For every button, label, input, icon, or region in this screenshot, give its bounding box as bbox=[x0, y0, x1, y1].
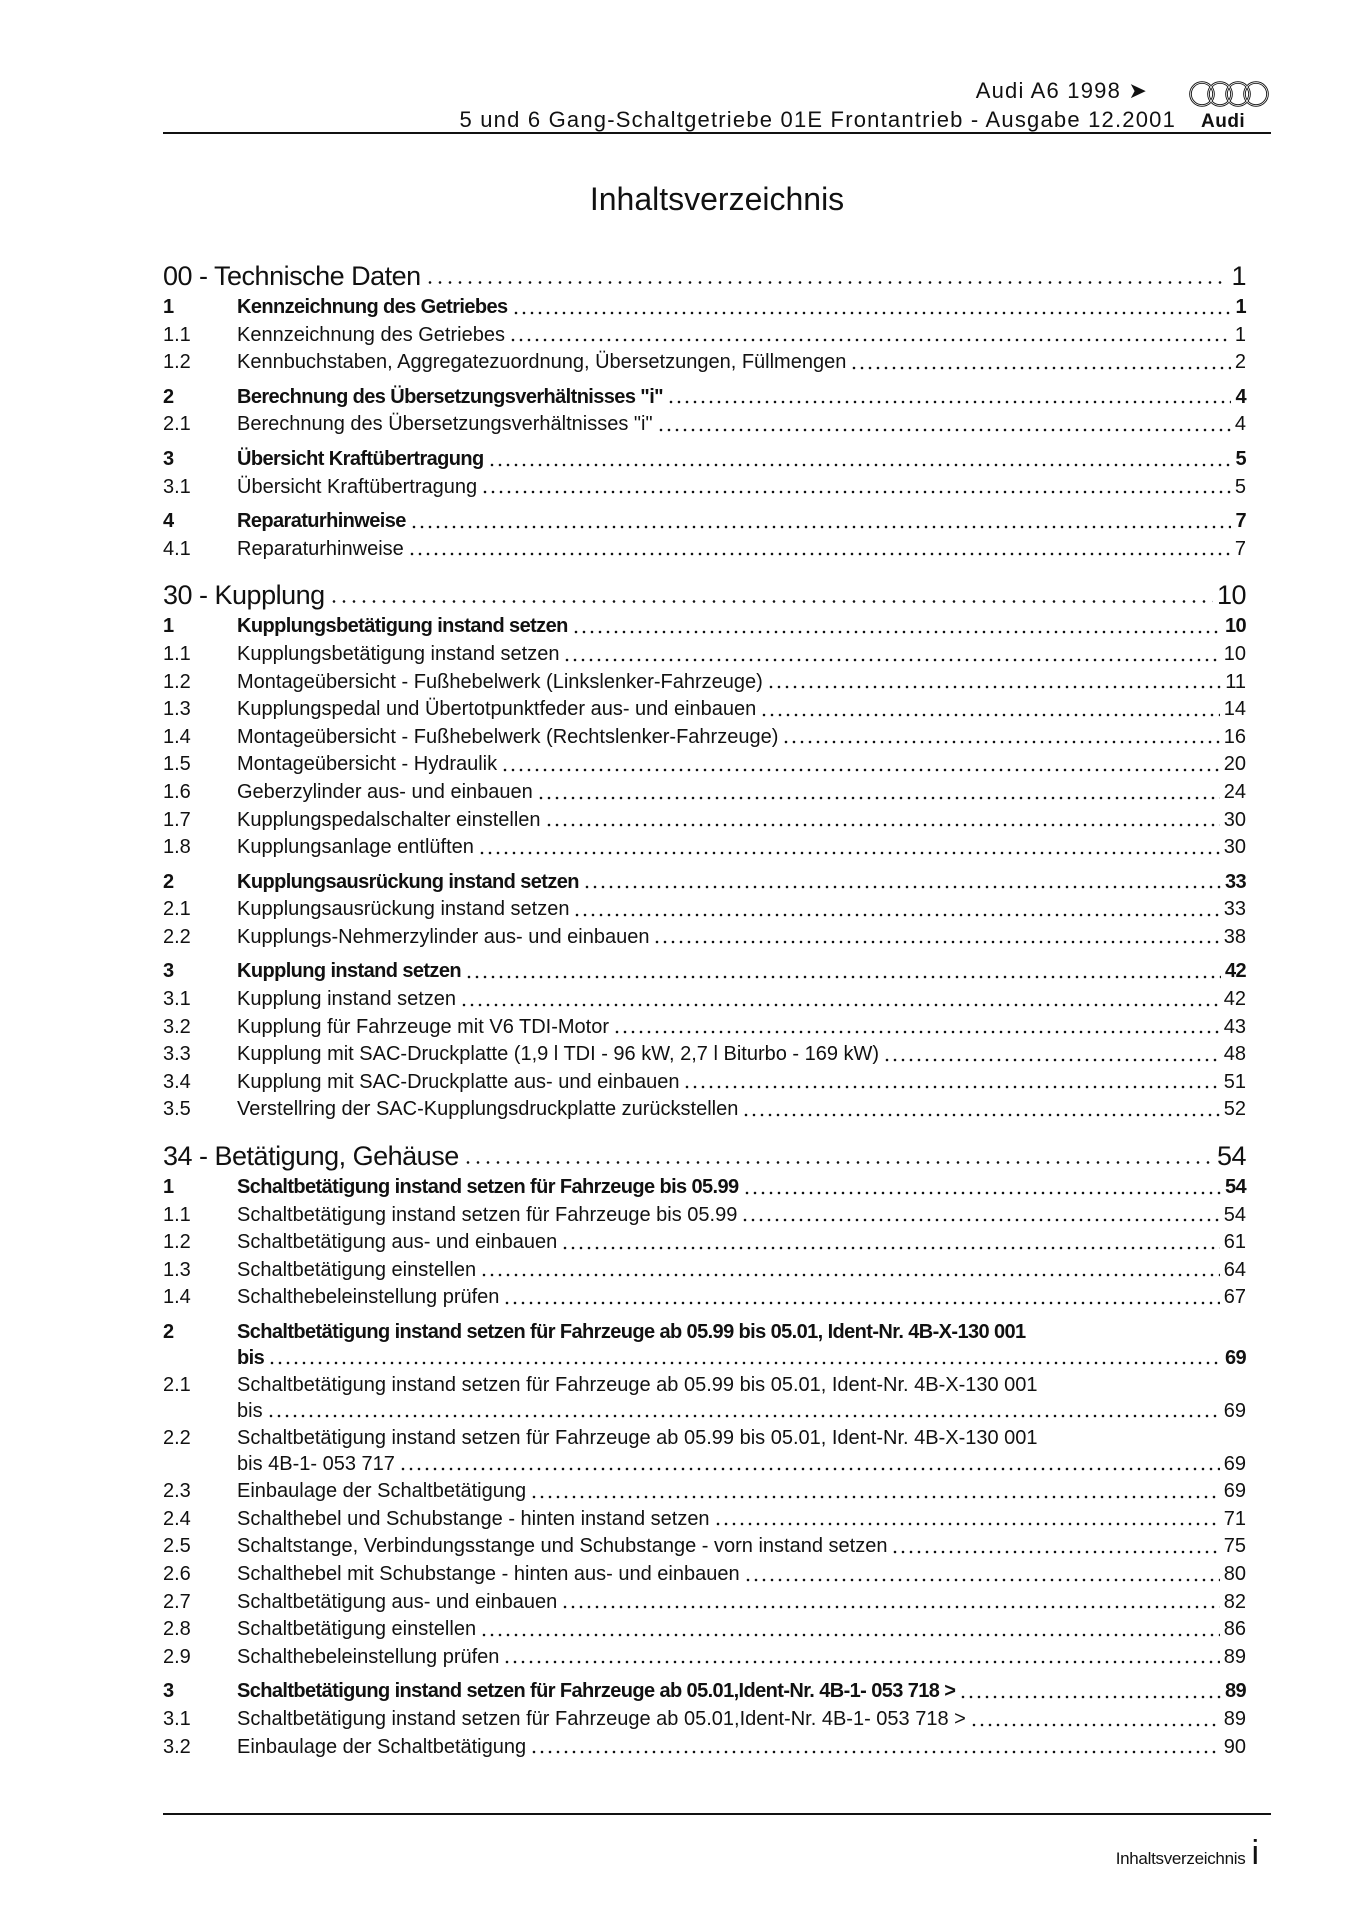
entry-page: 2 bbox=[1234, 351, 1246, 374]
entry-title: Schalthebel und Schubstange - hinten instand setzen bbox=[237, 1507, 710, 1530]
entry-page: 86 bbox=[1223, 1618, 1246, 1641]
entry-page: 4 bbox=[1235, 385, 1246, 408]
dot-leader bbox=[267, 1398, 1220, 1426]
toc-entry[interactable] bbox=[163, 779, 1246, 807]
toc-entry[interactable] bbox=[163, 1506, 1246, 1534]
dot-leader bbox=[970, 1706, 1220, 1734]
dot-leader bbox=[537, 779, 1220, 807]
toc-entry[interactable] bbox=[163, 536, 1246, 564]
entry-title: Kennbuchstaben, Aggregatezuordnung, Übersetzungen, Füllmengen bbox=[237, 351, 847, 374]
dot-leader bbox=[501, 751, 1220, 779]
entry-page: 10 bbox=[1224, 615, 1246, 638]
toc-group bbox=[163, 1319, 1246, 1671]
entry-number: 1.1 bbox=[163, 323, 191, 346]
entry-title: Berechnung des Übersetzungsverhältnisses "i" bbox=[237, 385, 664, 408]
entry-number: 1.7 bbox=[163, 808, 191, 831]
toc-entry[interactable] bbox=[163, 411, 1246, 439]
dot-leader bbox=[465, 958, 1221, 986]
dot-leader bbox=[561, 1229, 1219, 1257]
entry-title: Schalthebeleinstellung prüfen bbox=[237, 1645, 500, 1668]
toc-entry[interactable] bbox=[163, 474, 1246, 502]
entry-number: 2.7 bbox=[163, 1590, 191, 1613]
toc-entry[interactable] bbox=[163, 724, 1246, 752]
toc-entry[interactable] bbox=[163, 924, 1246, 952]
entry-title: Schalthebel mit Schubstange - hinten aus- und einbauen bbox=[237, 1563, 740, 1586]
entry-number: 1.1 bbox=[163, 1203, 191, 1226]
entry-page: 42 bbox=[1223, 988, 1246, 1011]
toc-entry[interactable] bbox=[163, 1014, 1246, 1042]
entry-title: Übersicht Kraftübertragung bbox=[237, 475, 478, 498]
entry-page: 5 bbox=[1235, 447, 1246, 470]
dot-leader bbox=[268, 1345, 1221, 1373]
header-subtitle: 5 und 6 Gang-Schaltgetriebe 01E Frontantrieb - Ausgabe 12.2001 bbox=[459, 107, 1176, 132]
entry-number: 3.5 bbox=[163, 1098, 191, 1121]
toc-group bbox=[163, 613, 1246, 861]
entry-title: Kupplungsbetätigung instand setzen bbox=[237, 642, 560, 665]
entry-title: Verstellring der SAC-Kupplungsdruckplatte zurückstellen bbox=[237, 1098, 739, 1121]
toc-entry[interactable] bbox=[163, 1478, 1246, 1506]
toc-entry[interactable] bbox=[163, 696, 1246, 724]
entry-multiline bbox=[237, 1427, 1246, 1478]
toc-entry[interactable] bbox=[163, 1734, 1246, 1762]
dot-leader bbox=[561, 1589, 1219, 1617]
toc-entry[interactable] bbox=[163, 1616, 1246, 1644]
dot-leader bbox=[743, 1174, 1221, 1202]
entry-page: 64 bbox=[1223, 1258, 1246, 1281]
dot-leader bbox=[653, 924, 1219, 952]
entry-page: 33 bbox=[1224, 870, 1246, 893]
entry-number: 2 bbox=[163, 1321, 174, 1343]
entry-title: Kennzeichnung des Getriebes bbox=[237, 296, 508, 318]
entry-number: 1.2 bbox=[163, 1231, 191, 1254]
entry-number: 2.9 bbox=[163, 1645, 191, 1668]
header-model: Audi A6 1998 ➤ bbox=[975, 78, 1148, 103]
entry-title-line2: bis bbox=[237, 1399, 263, 1422]
dot-leader bbox=[480, 1616, 1220, 1644]
footer bbox=[1116, 1834, 1259, 1873]
entry-page: 14 bbox=[1223, 698, 1246, 721]
dot-leader bbox=[883, 1041, 1220, 1069]
dot-leader bbox=[741, 1202, 1219, 1230]
toc-group bbox=[163, 384, 1246, 439]
entry-page: 1 bbox=[1235, 296, 1246, 318]
entry-number: 1.6 bbox=[163, 780, 191, 803]
entry-page: 48 bbox=[1223, 1043, 1246, 1066]
toc-entry[interactable] bbox=[163, 896, 1246, 924]
entry-number: 1.3 bbox=[163, 1258, 191, 1281]
entry-page: 80 bbox=[1223, 1563, 1246, 1586]
toc-entry[interactable] bbox=[163, 1069, 1246, 1097]
toc-section-heading[interactable] bbox=[163, 577, 1246, 613]
entry-title: Einbaulage der Schaltbetätigung bbox=[237, 1480, 527, 1503]
toc-section-heading[interactable] bbox=[163, 258, 1246, 294]
dot-leader bbox=[488, 446, 1232, 474]
entry-number: 4.1 bbox=[163, 537, 191, 560]
dot-leader bbox=[503, 1644, 1219, 1672]
toc-entry[interactable] bbox=[163, 1202, 1246, 1230]
entry-title: Schalthebeleinstellung prüfen bbox=[237, 1286, 500, 1309]
dot-leader bbox=[563, 641, 1219, 669]
entry-page: 54 bbox=[1224, 1176, 1246, 1199]
toc-entry[interactable] bbox=[163, 1041, 1246, 1069]
toc-entry[interactable] bbox=[163, 322, 1246, 350]
entry-number: 1 bbox=[163, 615, 174, 638]
footer-rule bbox=[163, 1813, 1271, 1815]
entry-number: 1 bbox=[163, 296, 174, 318]
entry-page: 69 bbox=[1223, 1452, 1246, 1475]
entry-title-line2: bis 4B-1- 053 717 bbox=[237, 1452, 395, 1475]
entry-number: 2.2 bbox=[163, 1427, 191, 1450]
entry-page: 75 bbox=[1223, 1535, 1246, 1558]
toc-group bbox=[163, 869, 1246, 952]
dot-leader bbox=[572, 613, 1221, 641]
toc-entry[interactable] bbox=[163, 1174, 1246, 1202]
toc-group bbox=[163, 958, 1246, 1124]
entry-title-continued bbox=[237, 1398, 1246, 1426]
dot-leader bbox=[478, 834, 1220, 862]
toc-entry[interactable] bbox=[163, 1257, 1246, 1285]
dot-leader bbox=[481, 474, 1231, 502]
entry-page: 10 bbox=[1223, 642, 1246, 665]
entry-number: 2.2 bbox=[163, 925, 191, 948]
dot-leader bbox=[657, 411, 1231, 439]
footer-label: Inhaltsverzeichnis bbox=[1115, 1849, 1246, 1868]
toc-entry[interactable] bbox=[163, 446, 1246, 474]
entry-number: 3.2 bbox=[163, 1735, 191, 1758]
dot-leader bbox=[850, 349, 1231, 377]
entry-title: Kupplung instand setzen bbox=[237, 960, 461, 983]
entry-number: 3.4 bbox=[163, 1070, 191, 1093]
entry-title: Schaltbetätigung instand setzen für Fahrzeuge ab 05.01,Ident-Nr. 4B-1- 053 718 > bbox=[237, 1708, 966, 1731]
dot-leader bbox=[891, 1533, 1219, 1561]
dot-leader bbox=[742, 1096, 1219, 1124]
dot-leader bbox=[767, 669, 1221, 697]
entry-title-continued bbox=[237, 1451, 1246, 1479]
entry-number: 1.3 bbox=[163, 698, 191, 721]
dot-leader bbox=[530, 1478, 1220, 1506]
entry-page: 30 bbox=[1223, 836, 1246, 859]
dot-leader bbox=[714, 1506, 1220, 1534]
entry-multiline bbox=[237, 1374, 1246, 1425]
toc-entry[interactable] bbox=[163, 807, 1246, 835]
toc-entry[interactable] bbox=[163, 834, 1246, 862]
entry-number: 2.1 bbox=[163, 413, 191, 436]
dot-leader bbox=[408, 536, 1231, 564]
dot-leader bbox=[613, 1014, 1220, 1042]
entry-title: Montageübersicht - Hydraulik bbox=[237, 753, 498, 776]
section-page: 10 bbox=[1216, 580, 1246, 611]
dot-leader bbox=[480, 1257, 1220, 1285]
toc-entry[interactable] bbox=[163, 751, 1246, 779]
entry-title: Kupplung mit SAC-Druckplatte (1,9 l TDI - 96 kW, 2,7 l Biturbo - 169 kW) bbox=[237, 1043, 880, 1066]
entry-title: Kupplung instand setzen bbox=[237, 988, 457, 1011]
entry-number: 2.1 bbox=[163, 1374, 191, 1397]
entry-title: Schaltbetätigung einstellen bbox=[237, 1618, 477, 1641]
entry-page: 90 bbox=[1223, 1735, 1246, 1758]
entry-number: 1 bbox=[163, 1176, 174, 1199]
toc-entry[interactable] bbox=[163, 349, 1246, 377]
toc-entry[interactable] bbox=[163, 1284, 1246, 1312]
footer-page-number: i bbox=[1251, 1834, 1259, 1872]
dot-leader bbox=[329, 577, 1213, 613]
toc-entry[interactable] bbox=[163, 1533, 1246, 1561]
entry-title: Schaltbetätigung instand setzen für Fahrzeuge ab 05.99 bis 05.01, Ident-Nr. 4B-X-130 001 bbox=[237, 1321, 1026, 1343]
audi-rings-logo bbox=[1188, 80, 1272, 108]
entry-title: Kupplung für Fahrzeuge mit V6 TDI-Motor bbox=[237, 1015, 610, 1038]
toc-entry[interactable] bbox=[163, 1589, 1246, 1617]
entry-title: Schaltbetätigung einstellen bbox=[237, 1258, 477, 1281]
entry-title: Kennzeichnung des Getriebes bbox=[237, 323, 505, 346]
entry-page: 4 bbox=[1234, 413, 1246, 436]
dot-leader bbox=[530, 1734, 1220, 1762]
entry-title: Kupplungsanlage entlüften bbox=[237, 836, 474, 859]
entry-page: 38 bbox=[1223, 925, 1246, 948]
entry-title: Berechnung des Übersetzungsverhältnisses "i" bbox=[237, 413, 653, 436]
entry-number: 1.4 bbox=[163, 1286, 191, 1309]
section-title: 30 - Kupplung bbox=[163, 580, 325, 611]
toc-group bbox=[163, 1678, 1246, 1761]
entry-title: Schaltbetätigung aus- und einbauen bbox=[237, 1590, 558, 1613]
table-of-contents bbox=[163, 258, 1246, 1761]
entry-page: 30 bbox=[1223, 808, 1246, 831]
dot-leader bbox=[399, 1451, 1220, 1479]
entry-title: Kupplungs-Nehmerzylinder aus- und einbauen bbox=[237, 925, 650, 948]
entry-page: 54 bbox=[1223, 1203, 1246, 1226]
dot-leader bbox=[410, 508, 1232, 536]
dot-leader bbox=[744, 1561, 1220, 1589]
toc-entry[interactable] bbox=[163, 669, 1246, 697]
dot-leader bbox=[545, 807, 1220, 835]
entry-page: 20 bbox=[1223, 753, 1246, 776]
entry-number: 3.1 bbox=[163, 475, 191, 498]
toc-entry[interactable] bbox=[163, 1372, 1246, 1425]
entry-number: 3.1 bbox=[163, 1708, 191, 1731]
dot-leader bbox=[667, 384, 1231, 412]
entry-page: 71 bbox=[1223, 1507, 1246, 1530]
entry-page: 69 bbox=[1224, 1346, 1246, 1369]
toc-entry[interactable] bbox=[163, 641, 1246, 669]
entry-page: 89 bbox=[1224, 1680, 1246, 1703]
page-title: Inhaltsverzeichnis bbox=[589, 181, 845, 217]
entry-title: Reparaturhinweise bbox=[237, 537, 404, 560]
toc-entry[interactable] bbox=[163, 958, 1246, 986]
dot-leader bbox=[460, 986, 1220, 1014]
entry-page: 7 bbox=[1234, 537, 1246, 560]
entry-title: Schaltstange, Verbindungsstange und Schubstange - vorn instand setzen bbox=[237, 1535, 888, 1558]
entry-page: 52 bbox=[1223, 1098, 1246, 1121]
entry-title: Kupplungspedalschalter einstellen bbox=[237, 808, 541, 831]
entry-title: Schaltbetätigung instand setzen für Fahrzeuge ab 05.01,Ident-Nr. 4B-1- 053 718 > bbox=[237, 1680, 956, 1703]
entry-page: 61 bbox=[1223, 1231, 1246, 1254]
entry-page: 11 bbox=[1225, 670, 1246, 693]
entry-page: 89 bbox=[1223, 1708, 1246, 1731]
entry-number: 1.4 bbox=[163, 725, 191, 748]
entry-page: 42 bbox=[1224, 960, 1246, 983]
entry-title: Geberzylinder aus- und einbauen bbox=[237, 780, 533, 803]
entry-number: 2.5 bbox=[163, 1535, 191, 1558]
dot-leader bbox=[512, 294, 1232, 322]
dot-leader bbox=[503, 1284, 1219, 1312]
entry-title: Schaltbetätigung instand setzen für Fahrzeuge bis 05.99 bbox=[237, 1176, 739, 1199]
toc-entry[interactable] bbox=[163, 1229, 1246, 1257]
dot-leader bbox=[683, 1069, 1219, 1097]
toc-group bbox=[163, 508, 1246, 563]
entry-title: Schaltbetätigung instand setzen für Fahrzeuge bis 05.99 bbox=[237, 1203, 738, 1226]
entry-page: 43 bbox=[1223, 1015, 1246, 1038]
entry-page: 51 bbox=[1223, 1070, 1246, 1093]
entry-number: 3.2 bbox=[163, 1015, 191, 1038]
entry-number: 4 bbox=[163, 510, 174, 533]
toc-entry[interactable] bbox=[163, 1319, 1246, 1372]
toc-entry[interactable] bbox=[163, 1561, 1246, 1589]
entry-title: Kupplung mit SAC-Druckplatte aus- und einbauen bbox=[237, 1070, 680, 1093]
toc-entry[interactable] bbox=[163, 1644, 1246, 1672]
entry-page: 7 bbox=[1235, 510, 1246, 533]
toc-entry[interactable] bbox=[163, 294, 1246, 322]
entry-title: Schaltbetätigung instand setzen für Fahrzeuge ab 05.99 bis 05.01, Ident-Nr. 4B-X-130 001 bbox=[237, 1427, 1038, 1450]
entry-title: Reparaturhinweise bbox=[237, 510, 406, 533]
toc-group bbox=[163, 294, 1246, 377]
entry-page: 82 bbox=[1223, 1590, 1246, 1613]
entry-page: 16 bbox=[1223, 725, 1246, 748]
entry-number: 2.4 bbox=[163, 1507, 191, 1530]
entry-page: 5 bbox=[1234, 475, 1246, 498]
dot-leader bbox=[509, 322, 1231, 350]
toc-entry[interactable] bbox=[163, 613, 1246, 641]
dot-leader bbox=[760, 696, 1219, 724]
entry-number: 1.2 bbox=[163, 351, 191, 374]
toc-group bbox=[163, 1174, 1246, 1312]
dot-leader bbox=[573, 896, 1219, 924]
entry-title-line2: bis bbox=[237, 1346, 265, 1369]
entry-page: 1 bbox=[1234, 323, 1246, 346]
entry-title: Übersicht Kraftübertragung bbox=[237, 447, 484, 470]
entry-number: 3.1 bbox=[163, 988, 191, 1011]
entry-page: 24 bbox=[1223, 780, 1246, 803]
entry-number: 3 bbox=[163, 447, 174, 470]
toc-entry[interactable] bbox=[163, 384, 1246, 412]
entry-page: 33 bbox=[1223, 898, 1246, 921]
entry-title: Montageübersicht - Fußhebelwerk (Linkslenker-Fahrzeuge) bbox=[237, 670, 763, 693]
section-page: 1 bbox=[1231, 261, 1246, 291]
toc-entry[interactable] bbox=[163, 1096, 1246, 1124]
entry-title: Schaltbetätigung aus- und einbauen bbox=[237, 1231, 558, 1254]
dot-leader bbox=[463, 1138, 1213, 1174]
entry-number: 3 bbox=[163, 960, 174, 983]
entry-title: Kupplungsausrückung instand setzen bbox=[237, 870, 579, 893]
toc-section-heading[interactable] bbox=[163, 1138, 1246, 1174]
entry-number: 2.6 bbox=[163, 1563, 191, 1586]
entry-number: 1.1 bbox=[163, 642, 191, 665]
entry-number: 2.3 bbox=[163, 1480, 191, 1503]
entry-title: Kupplungsausrückung instand setzen bbox=[237, 898, 570, 921]
entry-number: 2 bbox=[163, 870, 174, 893]
entry-number: 2 bbox=[163, 385, 174, 408]
toc-group bbox=[163, 446, 1246, 501]
entry-title: Kupplungspedal und Übertotpunktfeder aus- und einbauen bbox=[237, 698, 757, 721]
dot-leader bbox=[583, 869, 1221, 897]
dot-leader bbox=[425, 258, 1228, 294]
entry-number: 2.1 bbox=[163, 898, 191, 921]
entry-title: Montageübersicht - Fußhebelwerk (Rechtslenker-Fahrzeuge) bbox=[237, 725, 779, 748]
entry-number: 1.5 bbox=[163, 753, 191, 776]
toc-entry[interactable] bbox=[163, 1706, 1246, 1734]
section-title: 34 - Betätigung, Gehäuse bbox=[163, 1141, 459, 1172]
section-page: 54 bbox=[1216, 1141, 1246, 1172]
entry-title-continued bbox=[237, 1345, 1246, 1373]
audi-logo-text: Audi bbox=[1201, 111, 1246, 132]
entry-number: 3 bbox=[163, 1680, 174, 1703]
toc-entry[interactable] bbox=[163, 1678, 1246, 1706]
entry-title: Schaltbetätigung instand setzen für Fahrzeuge ab 05.99 bis 05.01, Ident-Nr. 4B-X-130 001 bbox=[237, 1374, 1038, 1397]
entry-title: Einbaulage der Schaltbetätigung bbox=[237, 1735, 527, 1758]
entry-number: 3.3 bbox=[163, 1043, 191, 1066]
entry-number: 1.8 bbox=[163, 836, 191, 859]
header-rule bbox=[163, 132, 1271, 134]
entry-number: 1.2 bbox=[163, 670, 191, 693]
toc-entry[interactable] bbox=[163, 508, 1246, 536]
entry-page: 69 bbox=[1223, 1480, 1246, 1503]
toc-entry[interactable] bbox=[163, 986, 1246, 1014]
entry-number: 2.8 bbox=[163, 1618, 191, 1641]
toc-entry[interactable] bbox=[163, 869, 1246, 897]
entry-title: Kupplungsbetätigung instand setzen bbox=[237, 615, 568, 638]
dot-leader bbox=[959, 1678, 1221, 1706]
entry-multiline bbox=[237, 1321, 1246, 1372]
entry-page: 67 bbox=[1223, 1286, 1246, 1309]
toc-entry[interactable] bbox=[163, 1425, 1246, 1478]
dot-leader bbox=[782, 724, 1219, 752]
entry-page: 89 bbox=[1223, 1645, 1246, 1668]
section-title: 00 - Technische Daten bbox=[163, 261, 421, 291]
entry-page: 69 bbox=[1223, 1399, 1246, 1422]
